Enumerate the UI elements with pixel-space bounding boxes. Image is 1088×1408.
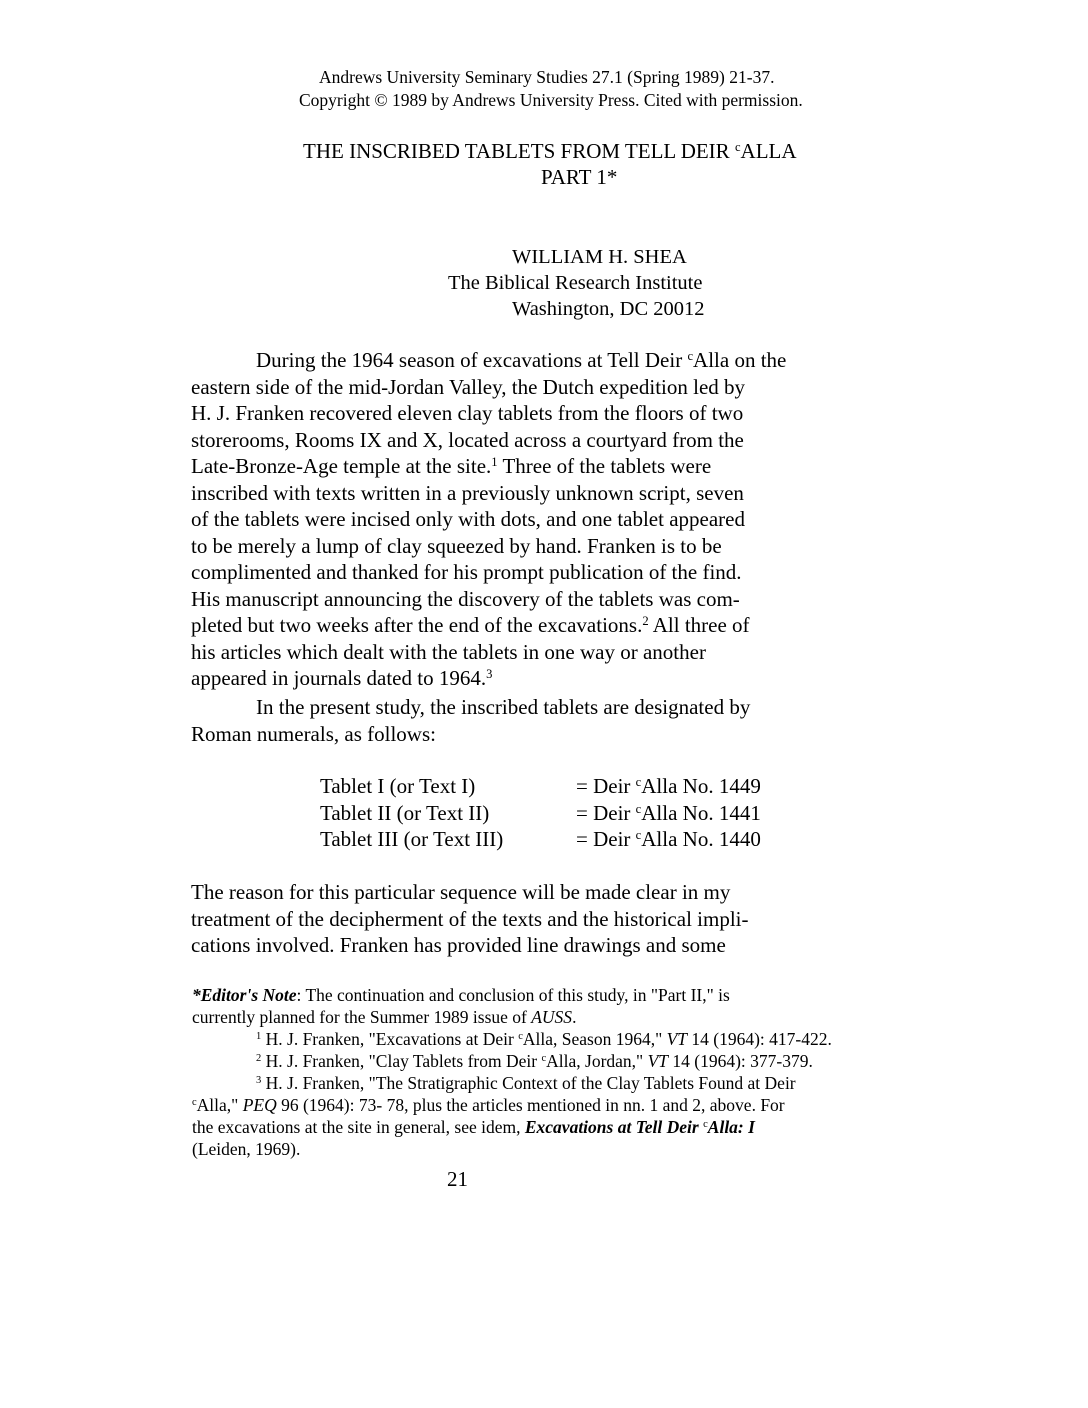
footnote-2: $^2$ H. J. Franken, "Clay Tablets from Deir $^c$Alla, Jordan," VT 14 (1964): 377-379. [256,1051,813,1071]
para3-line: cations involved. Franken has provided line drawings and some [191,933,726,957]
tablet-row: Tablet III (or Text III) = Deir $^c$Alla No. 1440 [320,827,761,851]
para1-line: storerooms, Rooms IX and X, located across a courtyard from the [191,427,744,452]
para1-line: pleted but two weeks after the end of the excavations.$^2$ All three of [191,613,750,637]
para1-line: appeared in journals dated to 1964.$^3$ [191,666,493,690]
para1-line: H. J. Franken recovered eleven clay tablets from the floors of two [191,401,744,425]
para3-line: treatment of the decipherment of the texts and the historical impli- [191,906,749,931]
article-title: THE INSCRIBED TABLETS FROM TELL DEIR $^c$ALLA [303,139,797,163]
author-institute: The Biblical Research Institute [448,272,703,294]
copyright-notice: Copyright © 1989 by Andrews University Press. Cited with permission. [299,90,803,110]
para1-line: Late-Bronze-Age temple at the site.$^1$ Three of the tablets were [191,454,712,478]
tablet-row: Tablet II (or Text II) = Deir $^c$Alla No. 1441 [320,800,761,825]
page-number: 21 [447,1167,468,1191]
tablet-designation-table [320,774,800,856]
para1-line: to be merely a lump of clay squeezed by hand. Franken is to be [191,533,722,558]
editor-note-cont: currently planned for the Summer 1989 issue of AUSS. [192,1007,577,1027]
author-name: WILLIAM H. SHEA [512,246,687,268]
paragraph-sequence [191,880,851,962]
paragraph-intro [191,348,851,698]
para2-line: Roman numerals, as follows: [191,721,436,746]
article-title-part: PART 1* [541,165,618,189]
para1-line: complimented and thanked for his prompt publication of the find. [191,560,742,584]
footnote-3-cont: the excavations at the site in general, see idem, Excavations at Tell Deir $^c$Alla: I [192,1117,755,1137]
footnote-1: $^1$ H. J. Franken, "Excavations at Deir $^c$Alla, Season 1964," VT 14 (1964): 417-422. [256,1029,832,1049]
para1-line: eastern side of the mid-Jordan Valley, the Dutch expedition led by [191,374,746,399]
para1-line: inscribed with texts written in a previously unknown script, seven [191,480,744,505]
para1-line: During the 1964 season of excavations at Tell Deir $^c$Alla on the [256,348,787,372]
footnotes [192,985,922,1165]
para1-line: His manuscript announcing the discovery of the tablets was com- [191,586,740,611]
editor-note: *Editor's Note: The continuation and conclusion of this study, in "Part II," is [192,985,730,1005]
footnote-3-cont: $^c$Alla," PEQ 96 (1964): 73- 78, plus the articles mentioned in nn. 1 and 2, above. For [192,1095,785,1115]
footnote-3-cont: (Leiden, 1969). [192,1139,301,1159]
para1-line: of the tablets were incised only with dots, and one tablet appeared [191,507,745,531]
journal-citation: Andrews University Seminary Studies 27.1 (Spring 1989) 21-37. [319,67,775,87]
footnote-3: $^3$ H. J. Franken, "The Stratigraphic Context of the Clay Tablets Found at Deir [256,1073,796,1093]
para1-line: his articles which dealt with the tablets in one way or another [191,639,706,664]
paragraph-designation [191,695,851,755]
para3-line: The reason for this particular sequence will be made clear in my [191,880,731,904]
tablet-row: Tablet I (or Text I) = Deir $^c$Alla No. 1449 [320,774,761,798]
author-address: Washington, DC 20012 [512,298,705,320]
para2-line: In the present study, the inscribed tablets are designated by [256,695,751,719]
